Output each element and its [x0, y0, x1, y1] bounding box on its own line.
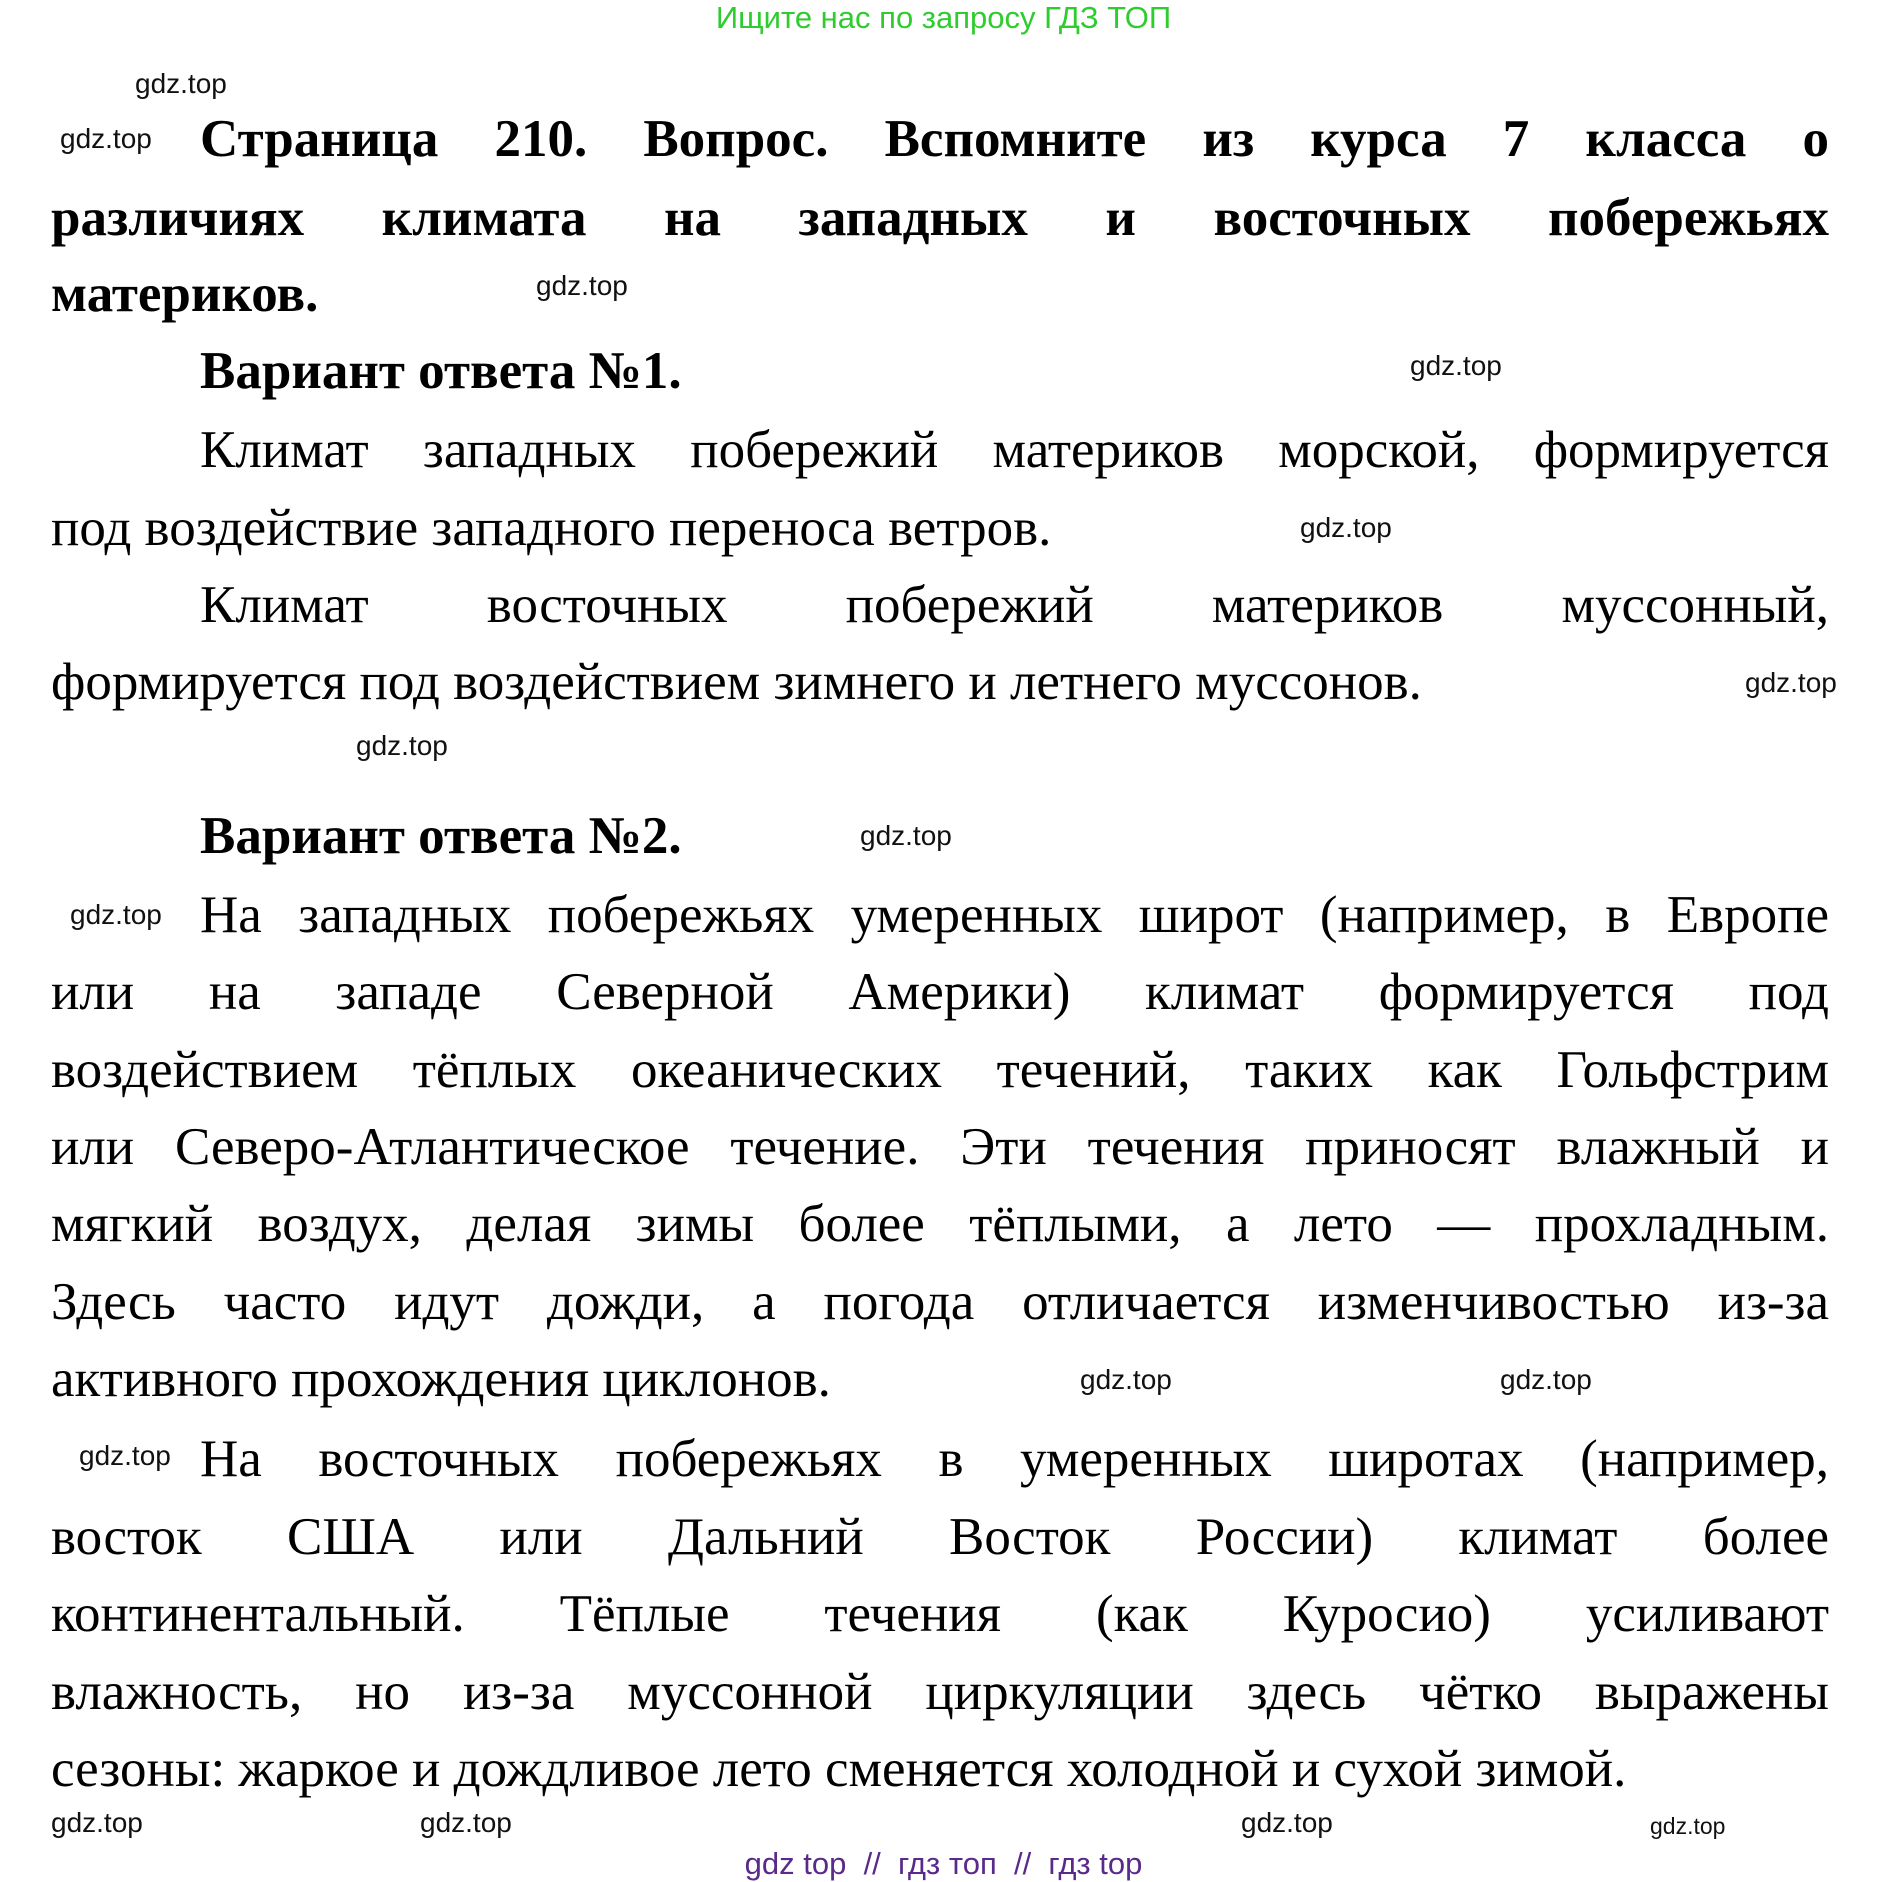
watermark: gdz.top — [79, 1440, 171, 1471]
footer-banner: gdz top // гдз топ // гдз top — [744, 1846, 1143, 1881]
watermark: gdz.top — [1500, 1364, 1592, 1395]
question-line: Страница 210. Вопрос. Вспомните из курса 7 класса о — [200, 110, 1829, 168]
watermark: gdz.top — [860, 820, 952, 851]
watermark: gdz.top — [70, 899, 162, 930]
watermark: gdz.top — [420, 1807, 512, 1838]
answer2-line: влажность, но из-за муссонной циркуляции здесь чётко выражены — [51, 1663, 1829, 1721]
answer2-line: На восточных побережьях в умеренных широтах (например, — [200, 1430, 1829, 1488]
question-line: различиях климата на западных и восточных побережьях — [51, 189, 1829, 247]
answer2-line: или на западе Северной Америки) климат формируется под — [51, 963, 1829, 1021]
answer2-line: континентальный. Тёплые течения (как Куросио) усиливают — [51, 1585, 1829, 1643]
answer2-line: или Северо-Атлантическое течение. Эти течения приносят влажный и — [51, 1118, 1829, 1176]
answer2-line: восток США или Дальний Восток России) климат более — [51, 1508, 1829, 1566]
answer1-line: под воздействие западного переноса ветров. — [51, 499, 1052, 557]
watermark: gdz.top — [1300, 512, 1392, 543]
watermark: gdz.top — [1241, 1807, 1333, 1838]
answer1-line: формируется под воздействием зимнего и летнего муссонов. — [51, 653, 1422, 711]
watermark: gdz.top — [356, 730, 448, 761]
answer2-line: На западных побережьях умеренных широт (например, в Европе — [200, 886, 1829, 944]
watermark: gdz.top — [1410, 350, 1502, 381]
watermark: gdz.top — [51, 1807, 143, 1838]
answer2-title: Вариант ответа №2. — [200, 807, 682, 865]
answer1-line: Климат западных побережий материков морской, формируется — [200, 421, 1829, 479]
answer2-line: мягкий воздух, делая зимы более тёплыми, а лето — прохладным. — [51, 1195, 1829, 1253]
search-banner: Ищите нас по запросу ГДЗ ТОП — [715, 0, 1172, 35]
answer1-line: Климат восточных побережий материков муссонный, — [200, 576, 1829, 634]
answer2-line: сезоны: жаркое и дождливое лето сменяется холодной и сухой зимой. — [51, 1740, 1627, 1798]
answer1-title: Вариант ответа №1. — [200, 342, 682, 400]
answer2-line: воздействием тёплых океанических течений, таких как Гольфстрим — [51, 1041, 1829, 1099]
answer2-line: активного прохождения циклонов. — [51, 1350, 831, 1408]
watermark: gdz.top — [536, 270, 628, 301]
watermark: gdz.top — [1080, 1364, 1172, 1395]
answer2-line: Здесь часто идут дожди, а погода отличается изменчивостью из-за — [51, 1273, 1829, 1331]
watermark: gdz.top — [60, 123, 152, 154]
question-line: материков. — [51, 265, 319, 323]
watermark: gdz.top — [1650, 1813, 1726, 1839]
watermark: gdz.top — [135, 68, 227, 99]
watermark: gdz.top — [1745, 667, 1837, 698]
